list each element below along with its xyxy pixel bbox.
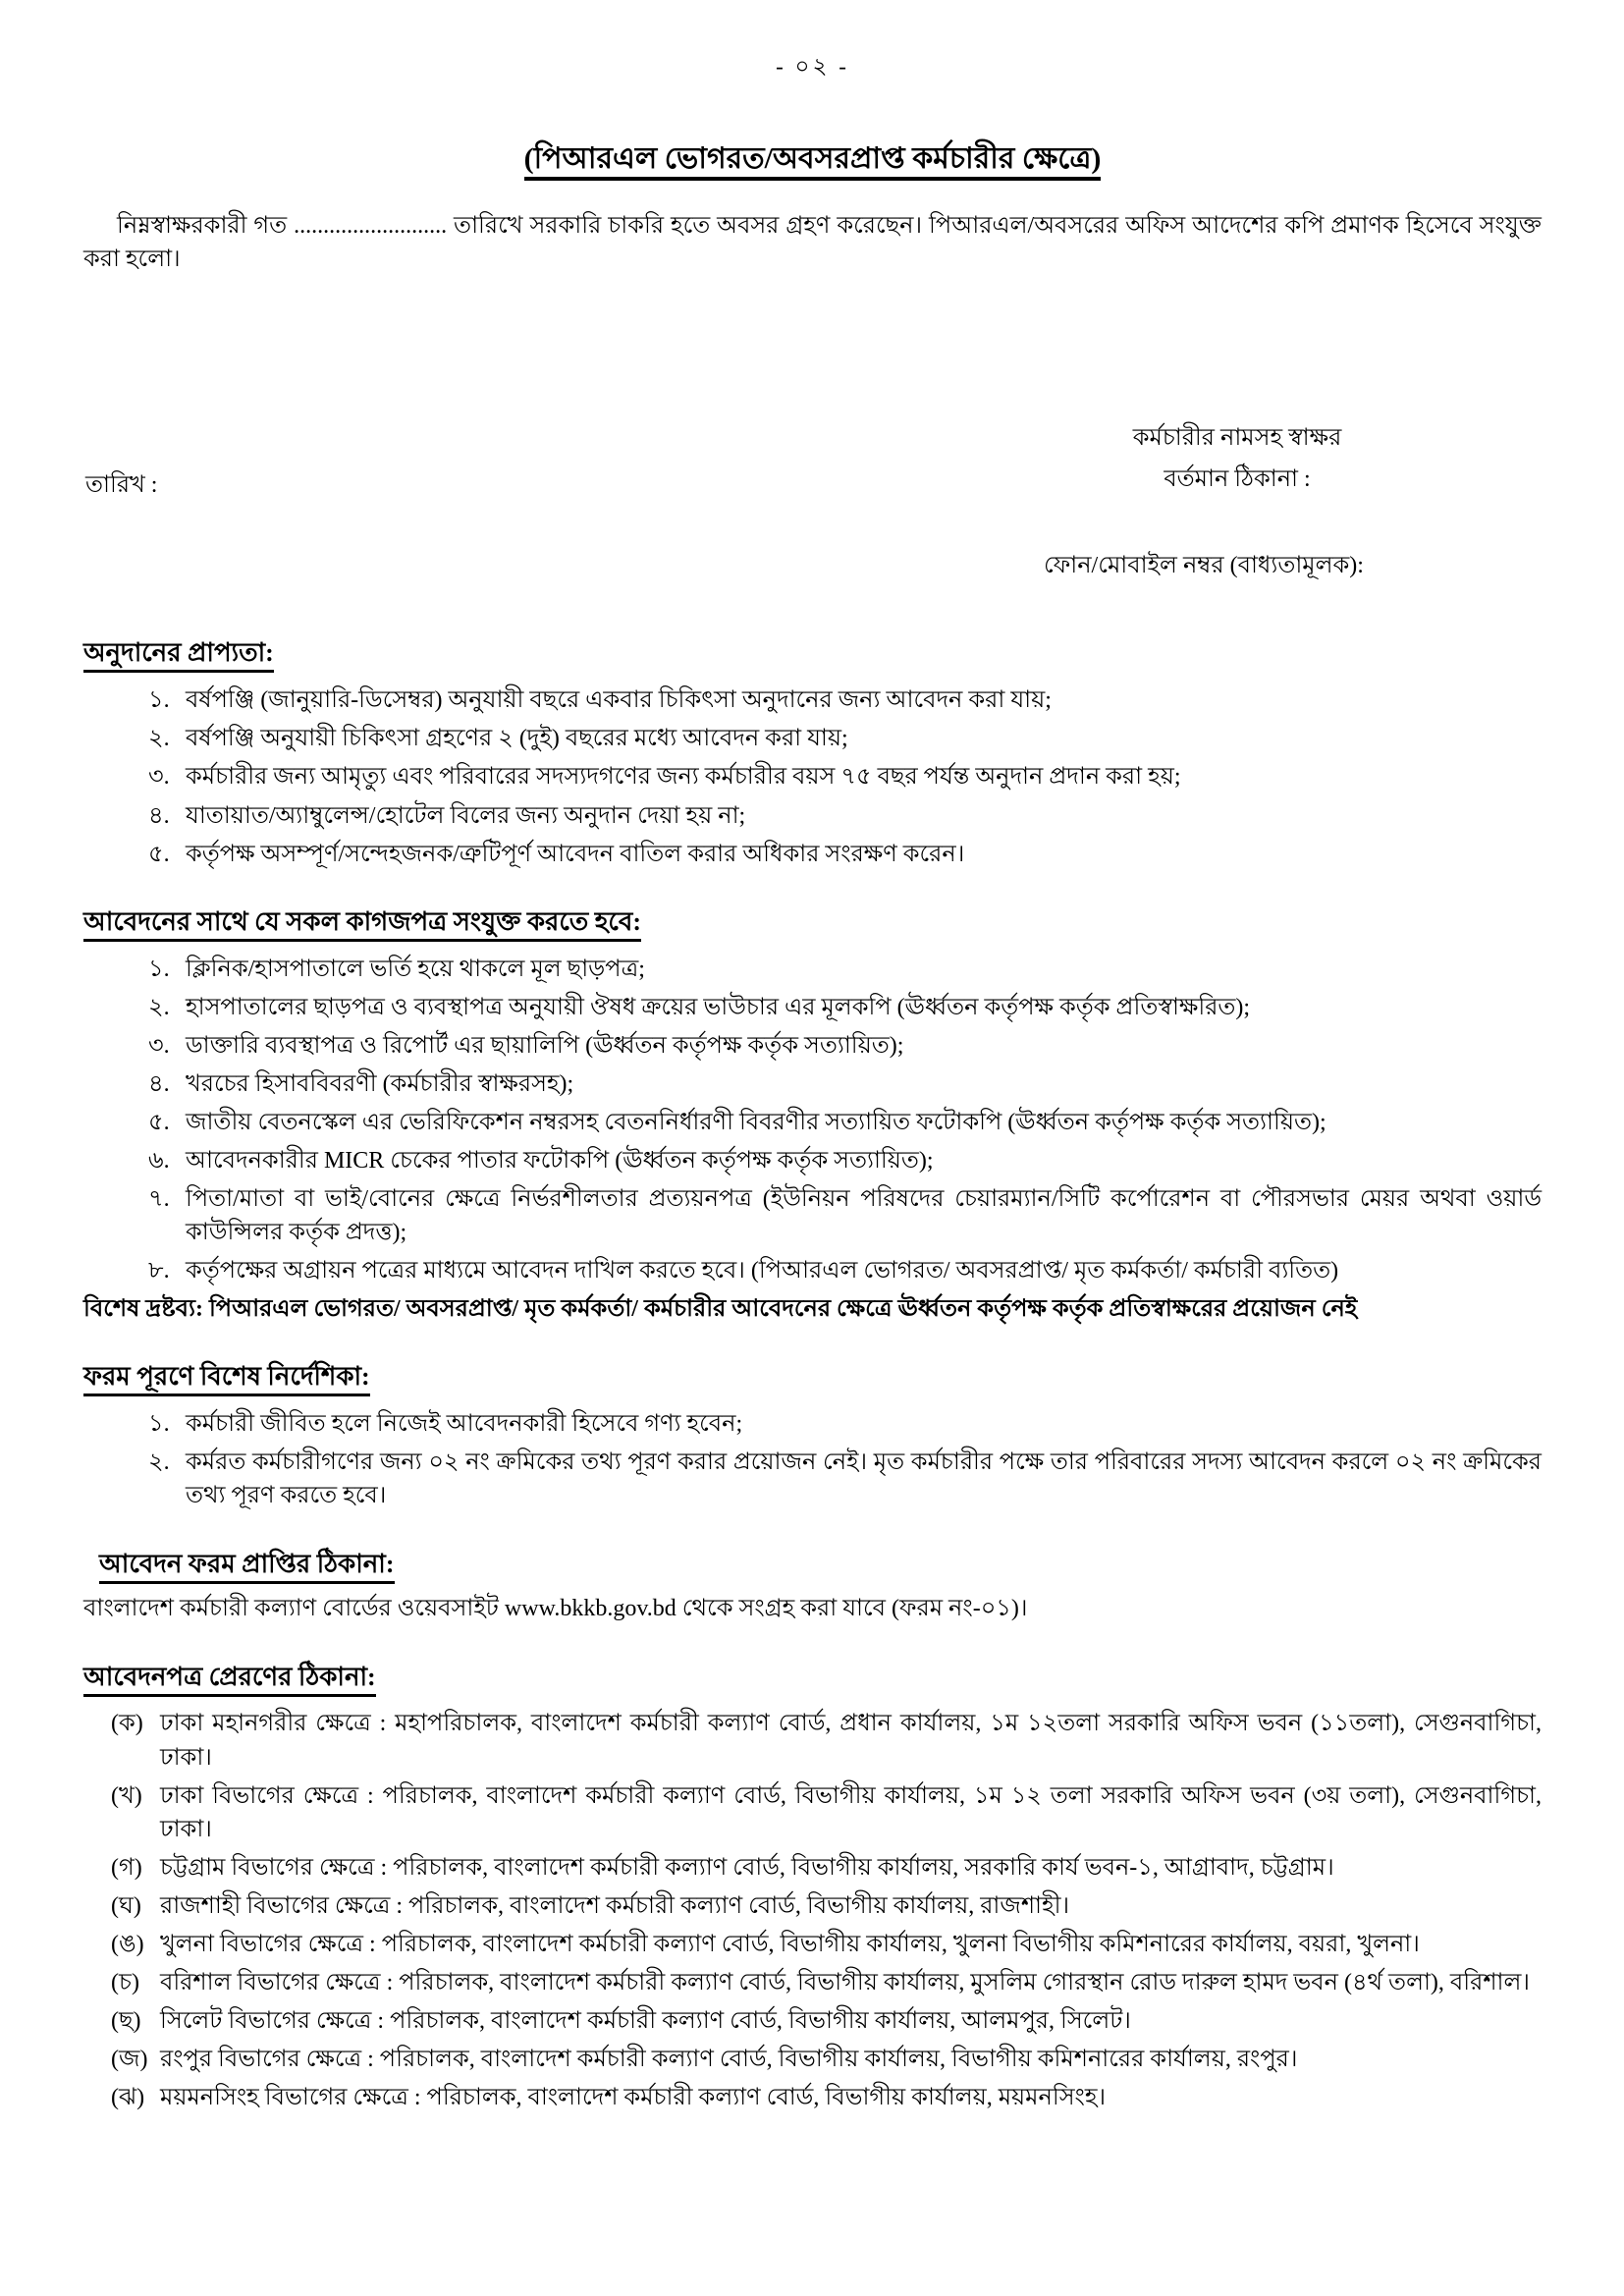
item-text: ঢাকা মহানগরীর ক্ষেত্রে : মহাপরিচালক, বাংলাদেশ কর্মচারী কল্যাণ বোর্ড, প্রধান কার্যালয়, ১ম ১২তলা সরকারি অফিস ভবন (১১তলা), সেগুনবাগিচা, ঢাকা। xyxy=(160,1711,1542,1771)
list-item xyxy=(83,760,1542,793)
employee-signature-label: কর্মচারীর নামসহ স্বাক্ষর xyxy=(1132,425,1342,452)
item-text: ডাক্তারি ব্যবস্থাপত্র ও রিপোর্ট এর ছায়ালিপি (ঊর্ধ্বতন কর্তৃপক্ষ কর্তৃক সত্যায়িত); xyxy=(186,1032,904,1059)
item-number: ২. xyxy=(148,726,170,752)
list-item xyxy=(83,1144,1542,1177)
list-item xyxy=(83,1889,1542,1923)
item-label: (ক) xyxy=(111,1711,143,1737)
item-number: ১. xyxy=(148,956,170,982)
section-heading-documents-required: আবেদনের সাথে যে সকল কাগজপত্র সংযুক্ত করতে হবে: xyxy=(83,904,1542,941)
list-item xyxy=(83,1928,1542,1961)
item-text: রংপুর বিভাগের ক্ষেত্রে : পরিচালক, বাংলাদেশ কর্মচারী কল্যাণ বোর্ড, বিভাগীয় কার্যালয়, বিভাগীয় কমিশনারের কার্যালয়, রংপুর। xyxy=(160,2047,1298,2073)
item-label: (চ) xyxy=(111,1969,139,1995)
item-number: ১. xyxy=(148,687,170,714)
document-title-text: (পিআরএল ভোগরত/অবসরপ্রাপ্ত কর্মচারীর ক্ষেত্রে) xyxy=(524,142,1102,181)
item-text: বর্ষপঞ্জি অনুযায়ী চিকিৎসা গ্রহণের ২ (দুই) বছরের মধ্যে আবেদন করা যায়; xyxy=(186,726,848,752)
item-text: কর্মচারীর জন্য আমৃত্যু এবং পরিবারের সদস্যদগণের জন্য কর্মচারীর বয়স ৭৫ বছর পর্যন্ত অনুদান প্রদান করা হয়; xyxy=(186,764,1181,791)
intro-paragraph: নিম্নস্বাক্ষরকারী গত .......................... তারিখে সরকারি চাকরি হতে অবসর গ্রহণ করেছেন। পিআরএল/অবসরের অফিস আদেশের কপি প্রমাণক হিসেবে সংযুক্ত করা হলো। xyxy=(83,213,1542,273)
item-number: ৪. xyxy=(148,802,170,829)
item-text: খুলনা বিভাগের ক্ষেত্রে : পরিচালক, বাংলাদেশ কর্মচারী কল্যাণ বোর্ড, বিভাগীয় কার্যালয়, খুলনা বিভাগীয় কমিশনারের কার্যালয়, বয়রা, খুলনা। xyxy=(160,1931,1420,1957)
item-number: ৮. xyxy=(148,1258,170,1285)
section-heading-form-instructions: ফরম পূরণে বিশেষ নির্দেশিকা: xyxy=(83,1359,1542,1395)
list-item xyxy=(83,1106,1542,1139)
item-text: যাতায়াত/অ্যাম্বুলেন্স/হোটেল বিলের জন্য অনুদান দেয়া হয় না; xyxy=(186,802,746,829)
list-item xyxy=(83,991,1542,1024)
list-item xyxy=(83,1779,1542,1846)
item-text: বরিশাল বিভাগের ক্ষেত্রে : পরিচালক, বাংলাদেশ কর্মচারী কল্যাণ বোর্ড, বিভাগীয় কার্যালয়, মুসলিম গোরস্থান রোড দারুল হামদ ভবন (৪র্থ তলা), বরিশাল। xyxy=(160,1969,1530,1995)
phone-label: ফোন/মোবাইল নম্বর (বাধ্যতামূলক): xyxy=(1044,553,1364,579)
item-label: (জ) xyxy=(111,2047,148,2073)
item-text: রাজশাহী বিভাগের ক্ষেত্রে : পরিচালক, বাংলাদেশ কর্মচারী কল্যাণ বোর্ড, বিভাগীয় কার্যালয়, রাজশাহী। xyxy=(160,1892,1070,1919)
item-text: আবেদনকারীর MICR চেকের পাতার ফটোকপি (ঊর্ধ্বতন কর্তৃপক্ষ কর্তৃক সত্যায়িত); xyxy=(186,1148,934,1174)
item-text: ক্লিনিক/হাসপাতালে ভর্তি হয়ে থাকলে মূল ছাড়পত্র; xyxy=(186,956,645,982)
item-number: ৩. xyxy=(148,1032,170,1059)
list-item xyxy=(83,2004,1542,2038)
list-item xyxy=(83,1851,1542,1885)
list-item xyxy=(83,799,1542,833)
item-number: ৪. xyxy=(148,1070,170,1097)
item-label: (ঝ) xyxy=(111,2085,145,2111)
item-label: (খ) xyxy=(111,1782,142,1809)
list-item xyxy=(83,1029,1542,1063)
item-text: কর্মচারী জীবিত হলে নিজেই আবেদনকারী হিসেবে গণ্য হবেন; xyxy=(186,1411,743,1438)
item-text: কর্তৃপক্ষ অসম্পূর্ণ/সন্দেহজনক/ত্রুটিপূর্ণ আবেদন বাতিল করার অধিকার সংরক্ষণ করেন। xyxy=(186,841,965,867)
list-item xyxy=(83,2081,1542,2114)
item-text: ঢাকা বিভাগের ক্ষেত্রে : পরিচালক, বাংলাদেশ কর্মচারী কল্যাণ বোর্ড, বিভাগীয় কার্যালয়, ১ম ১২ তলা সরকারি অফিস ভবন (৩য় তলা), সেগুনবাগিচা, ঢাকা। xyxy=(160,1782,1542,1842)
list-item xyxy=(83,953,1542,986)
item-text: চট্টগ্রাম বিভাগের ক্ষেত্রে : পরিচালক, বাংলাদেশ কর্মচারী কল্যাণ বোর্ড, বিভাগীয় কার্যালয়, সরকারি কার্য ভবন-১, আগ্রাবাদ, চট্টগ্রাম। xyxy=(160,1854,1334,1881)
item-text: কর্তৃপক্ষের অগ্রায়ন পত্রের মাধ্যমে আবেদন দাখিল করতে হবে। (পিআরএল ভোগরত/ অবসরপ্রাপ্ত/ মৃত কর্মকর্তা/ কর্মচারী ব্যতিত) xyxy=(186,1258,1339,1285)
item-number: ২. xyxy=(148,1449,170,1476)
list-item xyxy=(83,1966,1542,1999)
list-item xyxy=(83,838,1542,871)
documents-required-list xyxy=(83,953,1542,1288)
list-item xyxy=(83,1182,1542,1249)
item-number: ১. xyxy=(148,1411,170,1438)
list-item xyxy=(83,1407,1542,1441)
item-text: জাতীয় বেতনস্কেল এর ভেরিফিকেশন নম্বরসহ বেতননির্ধারণী বিবরণীর সত্যায়িত ফটোকপি (ঊর্ধ্বতন কর্তৃপক্ষ কর্তৃক সত্যায়িত); xyxy=(186,1109,1326,1135)
signature-block xyxy=(1065,421,1409,496)
item-text: সিলেট বিভাগের ক্ষেত্রে : পরিচালক, বাংলাদেশ কর্মচারী কল্যাণ বোর্ড, বিভাগীয় কার্যালয়, আলমপুর, সিলেট। xyxy=(160,2008,1131,2035)
list-item xyxy=(83,1254,1542,1287)
item-number: ৫. xyxy=(148,841,170,867)
list-item xyxy=(83,1067,1542,1101)
item-label: (গ) xyxy=(111,1854,142,1881)
list-item xyxy=(83,1446,1542,1512)
present-address-label: বর্তমান ঠিকানা : xyxy=(1164,466,1311,493)
item-text: কর্মরত কর্মচারীগণের জন্য ০২ নং ক্রমিকের তথ্য পূরণ করার প্রয়োজন নেই। মৃত কর্মচারীর পক্ষে তার পরিবারের সদস্য আবেদন করলে ০২ নং ক্রমিকের তথ্য পূরণ করতে হবে। xyxy=(186,1449,1542,1509)
item-text: ময়মনসিংহ বিভাগের ক্ষেত্রে : পরিচালক, বাংলাদেশ কর্মচারী কল্যাণ বোর্ড, বিভাগীয় কার্যালয়, ময়মনসিংহ। xyxy=(160,2085,1107,2111)
list-item xyxy=(83,2043,1542,2076)
item-text: হাসপাতালের ছাড়পত্র ও ব্যবস্থাপত্র অনুযায়ী ঔষধ ক্রয়ের ভাউচার এর মূলকপি (ঊর্ধ্বতন কর্তৃপক্ষ কর্তৃক প্রতিস্বাক্ষরিত); xyxy=(186,994,1251,1020)
item-label: (ঙ) xyxy=(111,1931,144,1957)
item-label: (ছ) xyxy=(111,2008,141,2035)
item-text: খরচের হিসাববিবরণী (কর্মচারীর স্বাক্ষরসহ); xyxy=(186,1070,574,1097)
item-text: পিতা/মাতা বা ভাই/বোনের ক্ষেত্রে নির্ভরশীলতার প্রত্যয়নপত্র (ইউনিয়ন পরিষদের চেয়ারম্যান/সিটি কর্পোরেশন বা পৌরসভার মেয়র অথবা ওয়ার্ড কাউন্সিলর কর্তৃক প্রদত্ত); xyxy=(186,1186,1542,1246)
page-number: - ০২ - xyxy=(776,54,849,79)
list-item xyxy=(83,1707,1542,1774)
document-title xyxy=(83,138,1542,181)
signature-area xyxy=(83,276,1542,602)
grant-eligibility-list xyxy=(83,683,1542,870)
special-note: বিশেষ দ্রষ্টব্য: পিআরএল ভোগরত/ অবসরপ্রাপ্ত/ মৃত কর্মকর্তা/ কর্মচারীর আবেদনের ক্ষেত্রে ঊর্ধ্বতন কর্তৃপক্ষ কর্তৃক প্রতিস্বাক্ষরের প্রয়োজন নেই xyxy=(83,1296,1358,1323)
section-heading-submission-addresses: আবেদনপত্র প্রেরণের ঠিকানা: xyxy=(83,1660,1542,1696)
section-heading-grant-eligibility: অনুদানের প্রাপ্যতা: xyxy=(83,635,1542,672)
item-text: বর্ষপঞ্জি (জানুয়ারি-ডিসেম্বর) অনুযায়ী বছরে একবার চিকিৎসা অনুদানের জন্য আবেদন করা যায়; xyxy=(186,687,1052,714)
item-number: ৩. xyxy=(148,764,170,791)
item-number: ৭. xyxy=(148,1186,170,1213)
item-number: ৫. xyxy=(148,1109,170,1135)
list-item xyxy=(83,722,1542,755)
submission-addresses-list xyxy=(83,1707,1542,2114)
item-number: ২. xyxy=(148,994,170,1020)
form-source-text: বাংলাদেশ কর্মচারী কল্যাণ বোর্ডের ওয়েবসাইট www.bkkb.gov.bd থেকে সংগ্রহ করা যাবে (ফরম নং-০১)। xyxy=(83,1596,1028,1622)
item-number: ৬. xyxy=(148,1148,170,1174)
section-heading-form-source: আবেদন ফরম প্রাপ্তির ঠিকানা: xyxy=(83,1547,1542,1583)
item-label: (ঘ) xyxy=(111,1892,141,1919)
date-label: তারিখ : xyxy=(85,472,158,499)
form-instructions-list xyxy=(83,1407,1542,1512)
list-item xyxy=(83,683,1542,717)
